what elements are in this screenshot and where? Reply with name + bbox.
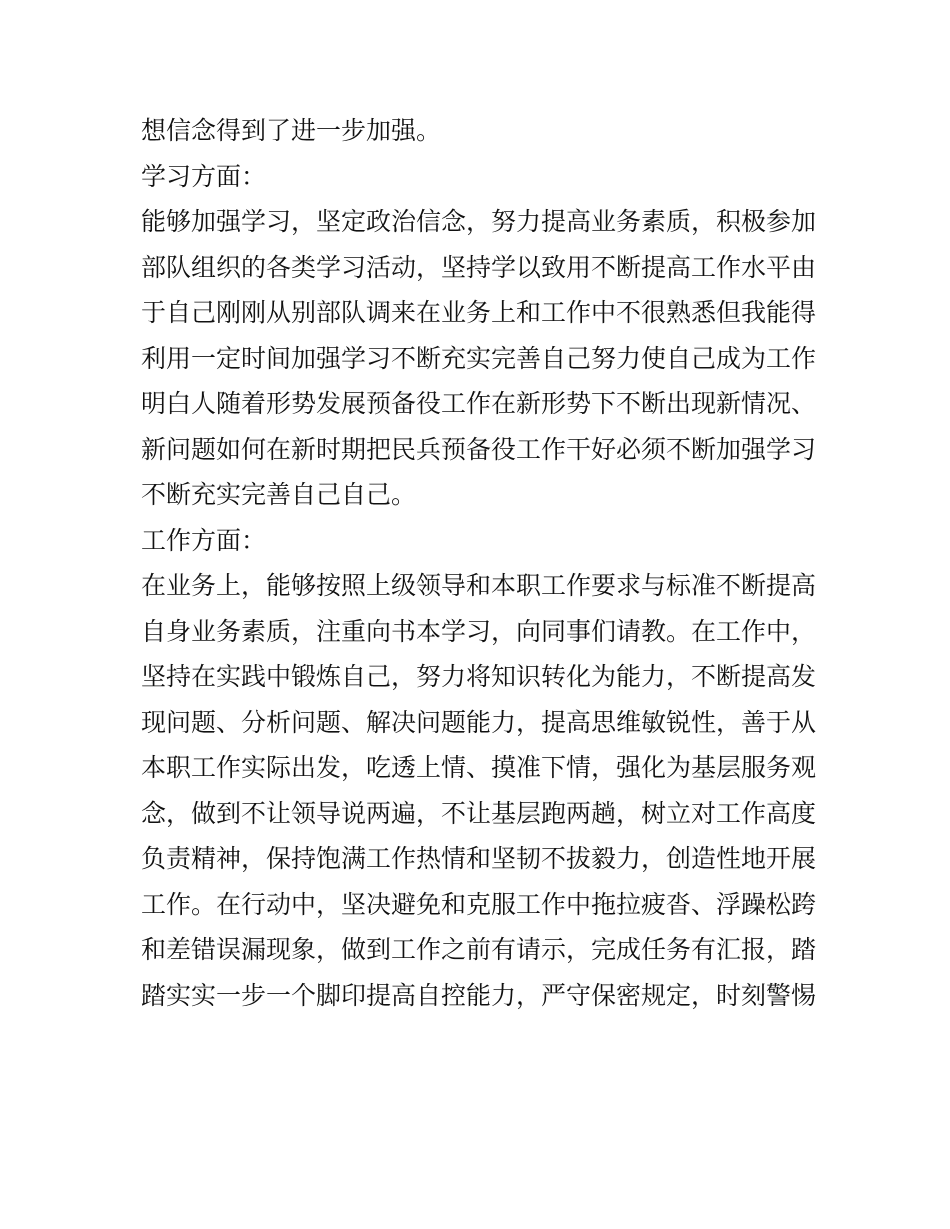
text-line: 明白人随着形势发展预备役工作在新形势下不断出现新情况、	[141, 389, 817, 418]
text-line: 工作。在行动中，坚决避免和克服工作中拖拉疲沓、浮躁松跨	[141, 889, 817, 919]
text-line: 念，做到不让领导说两遍，不让基层跑两趟，树立对工作高度	[141, 798, 817, 828]
text-line: 能够加强学习，坚定政治信念，努力提高业务素质，积极参加	[141, 207, 817, 236]
text-line: 于自己刚刚从别部队调来在业务上和工作中不很熟悉但我能得	[141, 298, 817, 327]
text-line: 新问题如何在新时期把民兵预备役工作干好必须不断加强学习	[141, 434, 817, 464]
text-line: 负责精神，保持饱满工作热情和坚韧不拔毅力，创造性地开展	[141, 844, 817, 873]
document-body	[141, 108, 821, 1018]
text-line: 坚持在实践中锻炼自己，努力将知识转化为能力，不断提高发	[141, 662, 817, 691]
text-line: 不断充实完善自己自己。	[141, 480, 417, 509]
text-line: 现问题、分析问题、解决问题能力，提高思维敏锐性，善于从	[141, 707, 817, 737]
text-line: 自身业务素质，注重向书本学习，向同事们请教。在工作中，	[141, 616, 817, 646]
section-heading-study: 学习方面：	[141, 161, 267, 191]
text-line: 在业务上，能够按照上级领导和本职工作要求与标准不断提高	[141, 571, 817, 600]
text-line: 部队组织的各类学习活动，坚持学以致用不断提高工作水平由	[141, 252, 817, 282]
text-line: 利用一定时间加强学习不断充实完善自己努力使自己成为工作	[141, 343, 817, 373]
text-line: 本职工作实际出发，吃透上情、摸准下情，强化为基层服务观	[141, 753, 817, 782]
section-heading-work: 工作方面：	[141, 525, 267, 555]
text-line: 想信念得到了进一步加强。	[141, 116, 442, 145]
text-line: 和差错误漏现象，做到工作之前有请示，完成任务有汇报，踏	[141, 935, 817, 964]
text-line: 踏实实一步一个脚印提高自控能力，严守保密规定，时刻警惕	[141, 980, 817, 1010]
